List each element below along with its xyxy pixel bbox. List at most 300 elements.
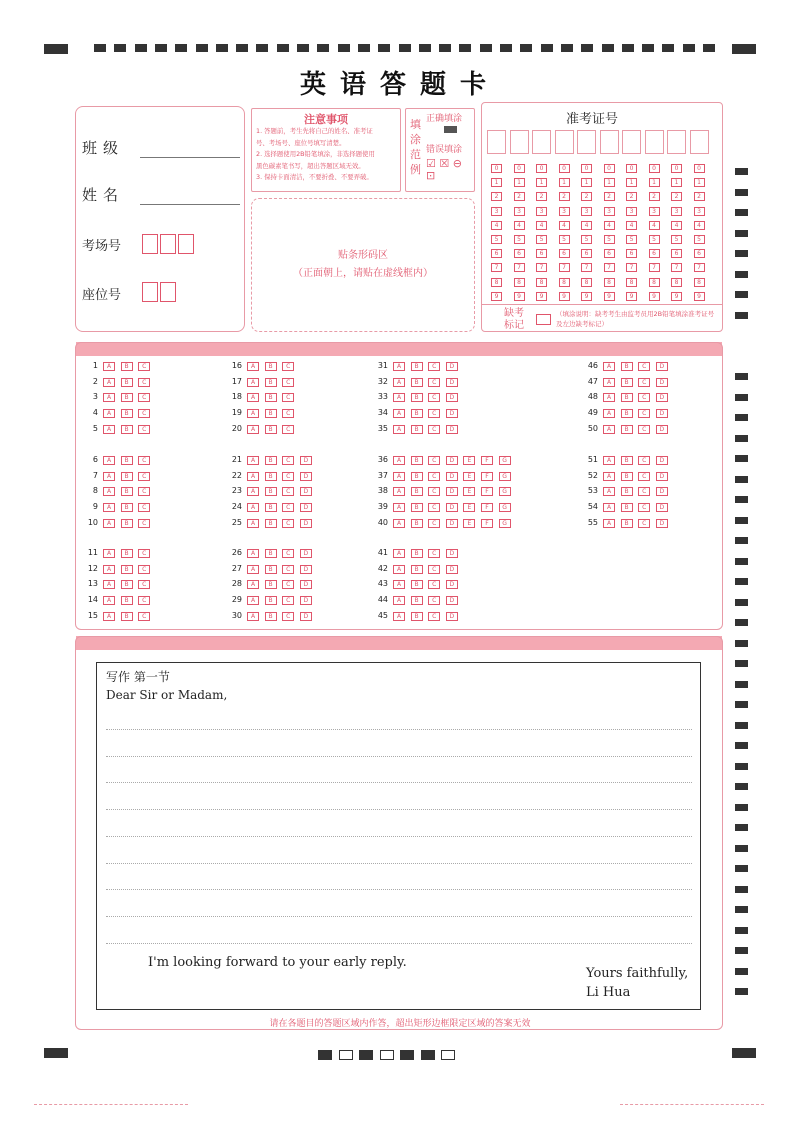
exam-id-digit-bubble[interactable]: 2 [671, 192, 682, 201]
answer-option-bubble[interactable]: C [428, 362, 440, 371]
exam-id-digit-bubble[interactable]: 0 [626, 164, 637, 173]
answer-option-bubble[interactable]: F [481, 503, 493, 512]
answer-option-bubble[interactable]: A [247, 503, 259, 512]
exam-id-digit-bubble[interactable]: 2 [626, 192, 637, 201]
exam-id-digit-bubble[interactable]: 0 [604, 164, 615, 173]
answer-option-bubble[interactable]: D [446, 362, 458, 371]
exam-id-digit-bubble[interactable]: 8 [536, 278, 547, 287]
answer-option-bubble[interactable]: C [282, 472, 294, 481]
answer-option-bubble[interactable]: A [603, 362, 615, 371]
answer-option-bubble[interactable]: C [282, 519, 294, 528]
answer-option-bubble[interactable]: B [265, 393, 277, 402]
exam-id-digit-bubble[interactable]: 4 [581, 221, 592, 230]
answer-option-bubble[interactable]: C [138, 425, 150, 434]
answer-option-bubble[interactable]: G [499, 519, 511, 528]
exam-id-digit-bubble[interactable]: 9 [559, 292, 570, 301]
exam-id-digit-bubble[interactable]: 5 [604, 235, 615, 244]
answer-option-bubble[interactable]: C [638, 503, 650, 512]
answer-option-bubble[interactable]: G [499, 472, 511, 481]
answer-option-bubble[interactable]: F [481, 519, 493, 528]
answer-option-bubble[interactable]: B [265, 503, 277, 512]
answer-option-bubble[interactable]: C [428, 549, 440, 558]
exam-id-digit-bubble[interactable]: 1 [649, 178, 660, 187]
answer-option-bubble[interactable]: D [446, 596, 458, 605]
answer-option-bubble[interactable]: B [121, 487, 133, 496]
answer-option-bubble[interactable]: E [463, 487, 475, 496]
exam-id-digit-bubble[interactable]: 7 [649, 263, 660, 272]
answer-option-bubble[interactable]: D [300, 456, 312, 465]
answer-option-bubble[interactable]: C [138, 565, 150, 574]
answer-option-bubble[interactable]: A [603, 409, 615, 418]
exam-id-write-cell[interactable] [577, 130, 596, 154]
answer-option-bubble[interactable]: C [428, 378, 440, 387]
answer-option-bubble[interactable]: B [121, 409, 133, 418]
answer-option-bubble[interactable]: D [446, 393, 458, 402]
answer-option-bubble[interactable]: B [411, 362, 423, 371]
answer-option-bubble[interactable]: C [282, 456, 294, 465]
answer-option-bubble[interactable]: D [300, 519, 312, 528]
answer-option-bubble[interactable]: A [247, 456, 259, 465]
answer-option-bubble[interactable]: B [411, 549, 423, 558]
exam-id-digit-bubble[interactable]: 8 [604, 278, 615, 287]
answer-option-bubble[interactable]: A [247, 393, 259, 402]
answer-option-bubble[interactable]: D [300, 565, 312, 574]
answer-option-bubble[interactable]: D [446, 565, 458, 574]
answer-option-bubble[interactable]: A [393, 487, 405, 496]
answer-option-bubble[interactable]: B [621, 378, 633, 387]
answer-option-bubble[interactable]: A [247, 409, 259, 418]
exam-id-digit-bubble[interactable]: 9 [671, 292, 682, 301]
answer-option-bubble[interactable]: C [138, 596, 150, 605]
answer-option-bubble[interactable]: B [265, 378, 277, 387]
answer-option-bubble[interactable]: A [247, 580, 259, 589]
answer-option-bubble[interactable]: B [621, 472, 633, 481]
answer-option-bubble[interactable]: C [638, 378, 650, 387]
answer-option-bubble[interactable]: C [138, 393, 150, 402]
answer-option-bubble[interactable]: A [393, 425, 405, 434]
exam-id-digit-bubble[interactable]: 7 [671, 263, 682, 272]
answer-option-bubble[interactable]: B [411, 409, 423, 418]
answer-option-bubble[interactable]: E [463, 456, 475, 465]
answer-option-bubble[interactable]: C [282, 409, 294, 418]
answer-option-bubble[interactable]: B [411, 425, 423, 434]
answer-option-bubble[interactable]: B [121, 503, 133, 512]
answer-option-bubble[interactable]: D [656, 362, 668, 371]
answer-option-bubble[interactable]: B [265, 487, 277, 496]
answer-option-bubble[interactable]: B [265, 409, 277, 418]
exam-id-digit-bubble[interactable]: 6 [491, 249, 502, 258]
exam-id-digit-bubble[interactable]: 3 [671, 207, 682, 216]
answer-option-bubble[interactable]: D [446, 425, 458, 434]
answer-option-bubble[interactable]: B [121, 565, 133, 574]
exam-id-digit-bubble[interactable]: 6 [604, 249, 615, 258]
answer-option-bubble[interactable]: C [428, 393, 440, 402]
answer-option-bubble[interactable]: C [638, 472, 650, 481]
answer-option-bubble[interactable]: A [103, 409, 115, 418]
exam-id-digit-bubble[interactable]: 6 [649, 249, 660, 258]
answer-option-bubble[interactable]: B [121, 362, 133, 371]
answer-option-bubble[interactable]: D [446, 409, 458, 418]
answer-option-bubble[interactable]: C [282, 393, 294, 402]
answer-option-bubble[interactable]: D [656, 472, 668, 481]
answer-option-bubble[interactable]: C [428, 565, 440, 574]
answer-option-bubble[interactable]: B [265, 596, 277, 605]
answer-option-bubble[interactable]: B [621, 519, 633, 528]
answer-option-bubble[interactable]: B [265, 472, 277, 481]
answer-option-bubble[interactable]: B [411, 596, 423, 605]
exam-id-digit-bubble[interactable]: 1 [604, 178, 615, 187]
answer-option-bubble[interactable]: B [121, 549, 133, 558]
exam-id-digit-bubble[interactable]: 0 [671, 164, 682, 173]
answer-option-bubble[interactable]: A [603, 472, 615, 481]
exam-id-digit-bubble[interactable]: 6 [581, 249, 592, 258]
answer-option-bubble[interactable]: D [300, 612, 312, 621]
answer-option-bubble[interactable]: A [603, 393, 615, 402]
exam-id-digit-bubble[interactable]: 5 [536, 235, 547, 244]
exam-id-digit-bubble[interactable]: 3 [491, 207, 502, 216]
answer-option-bubble[interactable]: B [265, 565, 277, 574]
answer-option-bubble[interactable]: D [656, 503, 668, 512]
exam-id-digit-bubble[interactable]: 4 [536, 221, 547, 230]
answer-option-bubble[interactable]: A [103, 612, 115, 621]
answer-option-bubble[interactable]: C [638, 409, 650, 418]
answer-option-bubble[interactable]: A [603, 425, 615, 434]
exam-id-digit-bubble[interactable]: 8 [626, 278, 637, 287]
answer-option-bubble[interactable]: A [103, 393, 115, 402]
exam-id-digit-bubble[interactable]: 9 [491, 292, 502, 301]
exam-id-digit-bubble[interactable]: 5 [626, 235, 637, 244]
exam-id-digit-bubble[interactable]: 3 [536, 207, 547, 216]
answer-option-bubble[interactable]: A [393, 580, 405, 589]
answer-option-bubble[interactable]: C [138, 549, 150, 558]
answer-option-bubble[interactable]: C [282, 549, 294, 558]
answer-option-bubble[interactable]: A [393, 596, 405, 605]
answer-option-bubble[interactable]: A [247, 549, 259, 558]
answer-option-bubble[interactable]: D [300, 580, 312, 589]
answer-option-bubble[interactable]: B [621, 456, 633, 465]
answer-option-bubble[interactable]: A [247, 472, 259, 481]
answer-option-bubble[interactable]: D [446, 378, 458, 387]
exam-id-digit-bubble[interactable]: 1 [626, 178, 637, 187]
exam-id-digit-bubble[interactable]: 5 [694, 235, 705, 244]
answer-option-bubble[interactable]: A [247, 362, 259, 371]
exam-id-digit-bubble[interactable]: 5 [559, 235, 570, 244]
exam-id-digit-bubble[interactable]: 9 [649, 292, 660, 301]
exam-id-digit-bubble[interactable]: 2 [649, 192, 660, 201]
answer-option-bubble[interactable]: B [411, 472, 423, 481]
exam-id-digit-bubble[interactable]: 8 [649, 278, 660, 287]
answer-option-bubble[interactable]: B [121, 393, 133, 402]
answer-option-bubble[interactable]: B [265, 549, 277, 558]
answer-option-bubble[interactable]: C [138, 487, 150, 496]
exam-id-digit-bubble[interactable]: 6 [694, 249, 705, 258]
answer-option-bubble[interactable]: B [411, 393, 423, 402]
exam-id-digit-bubble[interactable]: 1 [694, 178, 705, 187]
exam-id-digit-bubble[interactable]: 7 [604, 263, 615, 272]
answer-option-bubble[interactable]: C [428, 519, 440, 528]
class-field[interactable] [140, 157, 240, 158]
answer-option-bubble[interactable]: A [103, 456, 115, 465]
answer-option-bubble[interactable]: G [499, 503, 511, 512]
answer-option-bubble[interactable]: D [446, 549, 458, 558]
answer-option-bubble[interactable]: A [247, 612, 259, 621]
answer-option-bubble[interactable]: A [603, 456, 615, 465]
answer-option-bubble[interactable]: A [103, 425, 115, 434]
answer-option-bubble[interactable]: A [603, 503, 615, 512]
answer-option-bubble[interactable]: C [138, 580, 150, 589]
exam-id-digit-bubble[interactable]: 7 [694, 263, 705, 272]
answer-option-bubble[interactable]: C [282, 378, 294, 387]
exam-id-digit-bubble[interactable]: 0 [514, 164, 525, 173]
answer-option-bubble[interactable]: B [121, 378, 133, 387]
exam-id-digit-bubble[interactable]: 2 [491, 192, 502, 201]
answer-option-bubble[interactable]: A [247, 425, 259, 434]
answer-option-bubble[interactable]: C [282, 580, 294, 589]
answer-option-bubble[interactable]: D [300, 472, 312, 481]
exam-id-digit-bubble[interactable]: 8 [559, 278, 570, 287]
answer-option-bubble[interactable]: A [103, 378, 115, 387]
answer-option-bubble[interactable]: C [138, 503, 150, 512]
exam-id-digit-bubble[interactable]: 5 [514, 235, 525, 244]
answer-option-bubble[interactable]: A [393, 456, 405, 465]
exam-id-digit-bubble[interactable]: 9 [581, 292, 592, 301]
exam-id-digit-bubble[interactable]: 4 [626, 221, 637, 230]
answer-option-bubble[interactable]: C [282, 596, 294, 605]
exam-id-digit-bubble[interactable]: 0 [694, 164, 705, 173]
answer-option-bubble[interactable]: C [638, 425, 650, 434]
answer-option-bubble[interactable]: D [656, 393, 668, 402]
answer-option-bubble[interactable]: B [621, 409, 633, 418]
answer-option-bubble[interactable]: A [393, 549, 405, 558]
exam-id-digit-bubble[interactable]: 4 [514, 221, 525, 230]
answer-option-bubble[interactable]: D [656, 378, 668, 387]
answer-option-bubble[interactable]: C [428, 425, 440, 434]
answer-option-bubble[interactable]: A [247, 487, 259, 496]
answer-option-bubble[interactable]: C [282, 487, 294, 496]
answer-option-bubble[interactable]: D [446, 487, 458, 496]
answer-option-bubble[interactable]: C [282, 612, 294, 621]
answer-option-bubble[interactable]: A [393, 519, 405, 528]
exam-id-digit-bubble[interactable]: 3 [514, 207, 525, 216]
answer-option-bubble[interactable]: B [621, 393, 633, 402]
answer-option-bubble[interactable]: C [282, 565, 294, 574]
answer-option-bubble[interactable]: B [265, 519, 277, 528]
answer-option-bubble[interactable]: A [247, 596, 259, 605]
exam-id-digit-bubble[interactable]: 4 [491, 221, 502, 230]
answer-option-bubble[interactable]: A [103, 565, 115, 574]
exam-id-digit-bubble[interactable]: 7 [514, 263, 525, 272]
answer-option-bubble[interactable]: B [121, 472, 133, 481]
answer-option-bubble[interactable]: D [446, 612, 458, 621]
answer-option-bubble[interactable]: C [428, 456, 440, 465]
exam-id-write-cell[interactable] [555, 130, 574, 154]
answer-option-bubble[interactable]: D [656, 519, 668, 528]
exam-id-digit-bubble[interactable]: 4 [604, 221, 615, 230]
exam-id-digit-bubble[interactable]: 1 [559, 178, 570, 187]
exam-id-digit-bubble[interactable]: 6 [514, 249, 525, 258]
answer-option-bubble[interactable]: G [499, 487, 511, 496]
exam-id-digit-bubble[interactable]: 9 [626, 292, 637, 301]
exam-id-digit-bubble[interactable]: 7 [626, 263, 637, 272]
answer-option-bubble[interactable]: C [428, 503, 440, 512]
answer-option-bubble[interactable]: B [265, 362, 277, 371]
exam-id-digit-bubble[interactable]: 0 [649, 164, 660, 173]
exam-id-digit-bubble[interactable]: 1 [491, 178, 502, 187]
answer-option-bubble[interactable]: C [138, 519, 150, 528]
answer-option-bubble[interactable]: B [265, 612, 277, 621]
exam-id-write-cell[interactable] [667, 130, 686, 154]
answer-option-bubble[interactable]: A [247, 565, 259, 574]
exam-id-write-cell[interactable] [487, 130, 506, 154]
answer-option-bubble[interactable]: D [446, 519, 458, 528]
answer-option-bubble[interactable]: A [393, 612, 405, 621]
answer-option-bubble[interactable]: A [603, 519, 615, 528]
exam-id-digit-bubble[interactable]: 7 [536, 263, 547, 272]
exam-id-write-cell[interactable] [645, 130, 664, 154]
answer-option-bubble[interactable]: B [411, 519, 423, 528]
answer-option-bubble[interactable]: A [103, 487, 115, 496]
answer-option-bubble[interactable]: D [656, 487, 668, 496]
answer-option-bubble[interactable]: C [638, 519, 650, 528]
answer-option-bubble[interactable]: B [411, 456, 423, 465]
answer-option-bubble[interactable]: C [428, 580, 440, 589]
answer-option-bubble[interactable]: B [121, 596, 133, 605]
answer-option-bubble[interactable]: C [138, 362, 150, 371]
exam-id-digit-bubble[interactable]: 2 [514, 192, 525, 201]
answer-option-bubble[interactable]: B [621, 362, 633, 371]
exam-id-digit-bubble[interactable]: 9 [536, 292, 547, 301]
exam-id-digit-bubble[interactable]: 8 [581, 278, 592, 287]
seat-cell[interactable] [142, 282, 158, 302]
answer-option-bubble[interactable]: B [411, 503, 423, 512]
exam-id-digit-bubble[interactable]: 4 [649, 221, 660, 230]
answer-option-bubble[interactable]: D [300, 596, 312, 605]
answer-option-bubble[interactable]: C [428, 487, 440, 496]
answer-option-bubble[interactable]: D [656, 425, 668, 434]
answer-option-bubble[interactable]: C [428, 596, 440, 605]
answer-option-bubble[interactable]: A [103, 362, 115, 371]
answer-option-bubble[interactable]: A [103, 472, 115, 481]
exam-id-digit-bubble[interactable]: 3 [581, 207, 592, 216]
exam-id-write-cell[interactable] [600, 130, 619, 154]
answer-option-bubble[interactable]: F [481, 487, 493, 496]
answer-option-bubble[interactable]: C [428, 612, 440, 621]
answer-option-bubble[interactable]: B [121, 425, 133, 434]
name-field[interactable] [140, 204, 240, 205]
exam-room-cell[interactable] [160, 234, 176, 254]
exam-id-digit-bubble[interactable]: 3 [649, 207, 660, 216]
answer-option-bubble[interactable]: D [300, 549, 312, 558]
answer-option-bubble[interactable]: E [463, 503, 475, 512]
answer-option-bubble[interactable]: B [121, 580, 133, 589]
answer-option-bubble[interactable]: A [103, 580, 115, 589]
answer-option-bubble[interactable]: B [121, 456, 133, 465]
answer-option-bubble[interactable]: C [138, 378, 150, 387]
exam-id-digit-bubble[interactable]: 0 [559, 164, 570, 173]
exam-id-digit-bubble[interactable]: 3 [626, 207, 637, 216]
exam-id-digit-bubble[interactable]: 1 [671, 178, 682, 187]
exam-id-digit-bubble[interactable]: 2 [604, 192, 615, 201]
answer-option-bubble[interactable]: C [282, 503, 294, 512]
answer-option-bubble[interactable]: D [300, 487, 312, 496]
answer-option-bubble[interactable]: A [393, 472, 405, 481]
exam-id-digit-bubble[interactable]: 4 [559, 221, 570, 230]
exam-id-digit-bubble[interactable]: 9 [514, 292, 525, 301]
answer-option-bubble[interactable]: A [103, 596, 115, 605]
exam-id-write-cell[interactable] [510, 130, 529, 154]
answer-option-bubble[interactable]: D [446, 472, 458, 481]
answer-option-bubble[interactable]: B [265, 456, 277, 465]
exam-id-digit-bubble[interactable]: 3 [604, 207, 615, 216]
exam-id-digit-bubble[interactable]: 5 [581, 235, 592, 244]
exam-id-digit-bubble[interactable]: 4 [694, 221, 705, 230]
exam-id-write-cell[interactable] [622, 130, 641, 154]
exam-id-digit-bubble[interactable]: 8 [671, 278, 682, 287]
exam-id-digit-bubble[interactable]: 1 [536, 178, 547, 187]
answer-option-bubble[interactable]: C [138, 456, 150, 465]
exam-id-digit-bubble[interactable]: 9 [604, 292, 615, 301]
answer-option-bubble[interactable]: B [121, 519, 133, 528]
answer-option-bubble[interactable]: F [481, 456, 493, 465]
seat-cell[interactable] [160, 282, 176, 302]
answer-option-bubble[interactable]: D [446, 503, 458, 512]
answer-option-bubble[interactable]: A [603, 378, 615, 387]
answer-option-bubble[interactable]: C [282, 425, 294, 434]
exam-id-digit-bubble[interactable]: 3 [559, 207, 570, 216]
answer-option-bubble[interactable]: B [411, 565, 423, 574]
answer-option-bubble[interactable]: A [103, 503, 115, 512]
exam-id-digit-bubble[interactable]: 6 [559, 249, 570, 258]
exam-id-digit-bubble[interactable]: 5 [491, 235, 502, 244]
exam-id-digit-bubble[interactable]: 9 [694, 292, 705, 301]
exam-id-digit-bubble[interactable]: 7 [581, 263, 592, 272]
answer-option-bubble[interactable]: B [621, 425, 633, 434]
answer-option-bubble[interactable]: D [656, 409, 668, 418]
answer-option-bubble[interactable]: B [265, 580, 277, 589]
answer-option-bubble[interactable]: C [638, 456, 650, 465]
answer-option-bubble[interactable]: B [621, 487, 633, 496]
exam-id-digit-bubble[interactable]: 3 [694, 207, 705, 216]
answer-option-bubble[interactable]: A [247, 519, 259, 528]
answer-option-bubble[interactable]: B [411, 580, 423, 589]
exam-id-digit-bubble[interactable]: 2 [559, 192, 570, 201]
exam-id-digit-bubble[interactable]: 1 [581, 178, 592, 187]
exam-id-digit-bubble[interactable]: 0 [491, 164, 502, 173]
exam-id-digit-bubble[interactable]: 8 [694, 278, 705, 287]
answer-option-bubble[interactable]: D [300, 503, 312, 512]
answer-option-bubble[interactable]: A [103, 549, 115, 558]
exam-id-write-cell[interactable] [690, 130, 709, 154]
answer-option-bubble[interactable]: A [393, 362, 405, 371]
exam-id-digit-bubble[interactable]: 6 [626, 249, 637, 258]
answer-option-bubble[interactable]: C [638, 487, 650, 496]
exam-id-digit-bubble[interactable]: 6 [536, 249, 547, 258]
answer-option-bubble[interactable]: A [247, 378, 259, 387]
answer-option-bubble[interactable]: F [481, 472, 493, 481]
answer-option-bubble[interactable]: G [499, 456, 511, 465]
answer-option-bubble[interactable]: C [638, 362, 650, 371]
exam-id-digit-bubble[interactable]: 4 [671, 221, 682, 230]
answer-option-bubble[interactable]: C [428, 472, 440, 481]
answer-option-bubble[interactable]: B [411, 612, 423, 621]
answer-option-bubble[interactable]: C [138, 409, 150, 418]
answer-option-bubble[interactable]: C [282, 362, 294, 371]
answer-option-bubble[interactable]: A [393, 409, 405, 418]
answer-option-bubble[interactable]: B [411, 487, 423, 496]
answer-option-bubble[interactable]: C [138, 612, 150, 621]
answer-option-bubble[interactable]: A [393, 503, 405, 512]
answer-option-bubble[interactable]: B [411, 378, 423, 387]
